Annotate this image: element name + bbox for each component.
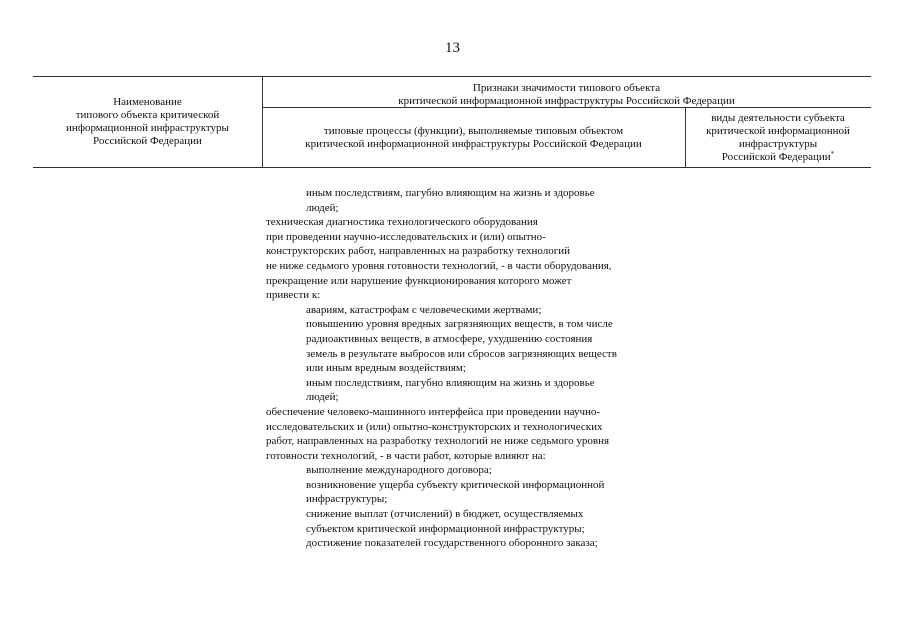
body-line: при проведении научно-исследовательских и (или) опытно- [266,230,546,243]
body-line: авариям, катастрофам с человеческими жертвами; [306,303,542,316]
header-col-activities-line: критической информационной [706,125,850,137]
body-line: снижение выплат (отчислений) в бюджет, осуществляемых [306,508,584,521]
header-col-name [33,96,262,148]
header-col-name-line: Российской Федерации [93,135,202,147]
header-col-name-line: Наименование [113,96,182,108]
header-col-processes-line: типовые процессы (функции), выполняемые типовым объектом [323,125,624,137]
body-line: выполнение международного договора; [306,464,492,477]
body-line: обеспечение человеко-машинного интерфейса при проведении научно- [266,405,601,418]
body-line: субъектом критической информационной инфраструктуры; [306,522,585,535]
header-col-processes [262,125,685,151]
header-col-group-line: Признаки значимости типового объекта [472,82,661,94]
body-line: достижение показателей государственного оборонного заказа; [306,537,598,550]
header-col-activities [685,112,871,164]
body-line: радиоактивных веществ, в атмосфере, ухудшению состояния [306,332,593,345]
header-col-name-line: типового объекта критической [75,109,220,121]
table-top-rule [33,76,871,77]
body-line: прекращение или нарушение функционирования которого может [266,274,572,287]
processes-cell-text [266,186,617,551]
body-line: инфраструктуры; [306,493,388,506]
header-col-processes-line: критической информационной инфраструктуры Российской Федерации [305,138,642,150]
header-col-group [262,82,871,108]
body-line: исследовательских и (или) опытно-конструкторских и технологических [266,420,603,433]
body-line: работ, направленных на разработку технологий не ниже седьмого уровня [266,435,610,448]
header-col-name-line: информационной инфраструктуры [66,122,229,134]
body-line: конструкторских работ, направленных на разработку технологий [266,245,571,258]
body-line: возникновение ущерба субъекту критической информационной [306,478,605,491]
header-col-activities-text: Российской Федерации [721,151,831,163]
header-col-activities-line: инфраструктуры [738,138,818,150]
body-line: иным последствиям, пагубно влияющим на жизнь и здоровье [306,376,595,389]
header-col-group-line: критической информационной инфраструктуры Российской Федерации [398,95,735,107]
table-header-bottom-rule [33,167,871,168]
header-col-activities-line: виды деятельности субъекта [711,112,845,124]
body-line: или иным вредным воздействиям; [306,362,466,375]
body-line: людей; [306,201,339,214]
page-number: 13 [445,40,460,56]
body-line: не ниже седьмого уровня готовности технологий, - в части оборудования, [266,259,612,272]
body-line: техническая диагностика технологического оборудования [266,216,538,229]
body-line: земель в результате выбросов или сбросов загрязняющих веществ [306,347,617,360]
body-line: готовности технологий, - в части работ, которые влияют на: [266,449,546,462]
body-line: повышению уровня вредных загрязняющих веществ, в том числе [306,318,613,331]
body-line: привести к: [266,289,321,302]
header-col-activities-line [685,151,871,164]
footnote-mark: * [830,150,835,158]
body-line: людей; [306,391,339,404]
body-line: иным последствиям, пагубно влияющим на жизнь и здоровье [306,187,595,199]
